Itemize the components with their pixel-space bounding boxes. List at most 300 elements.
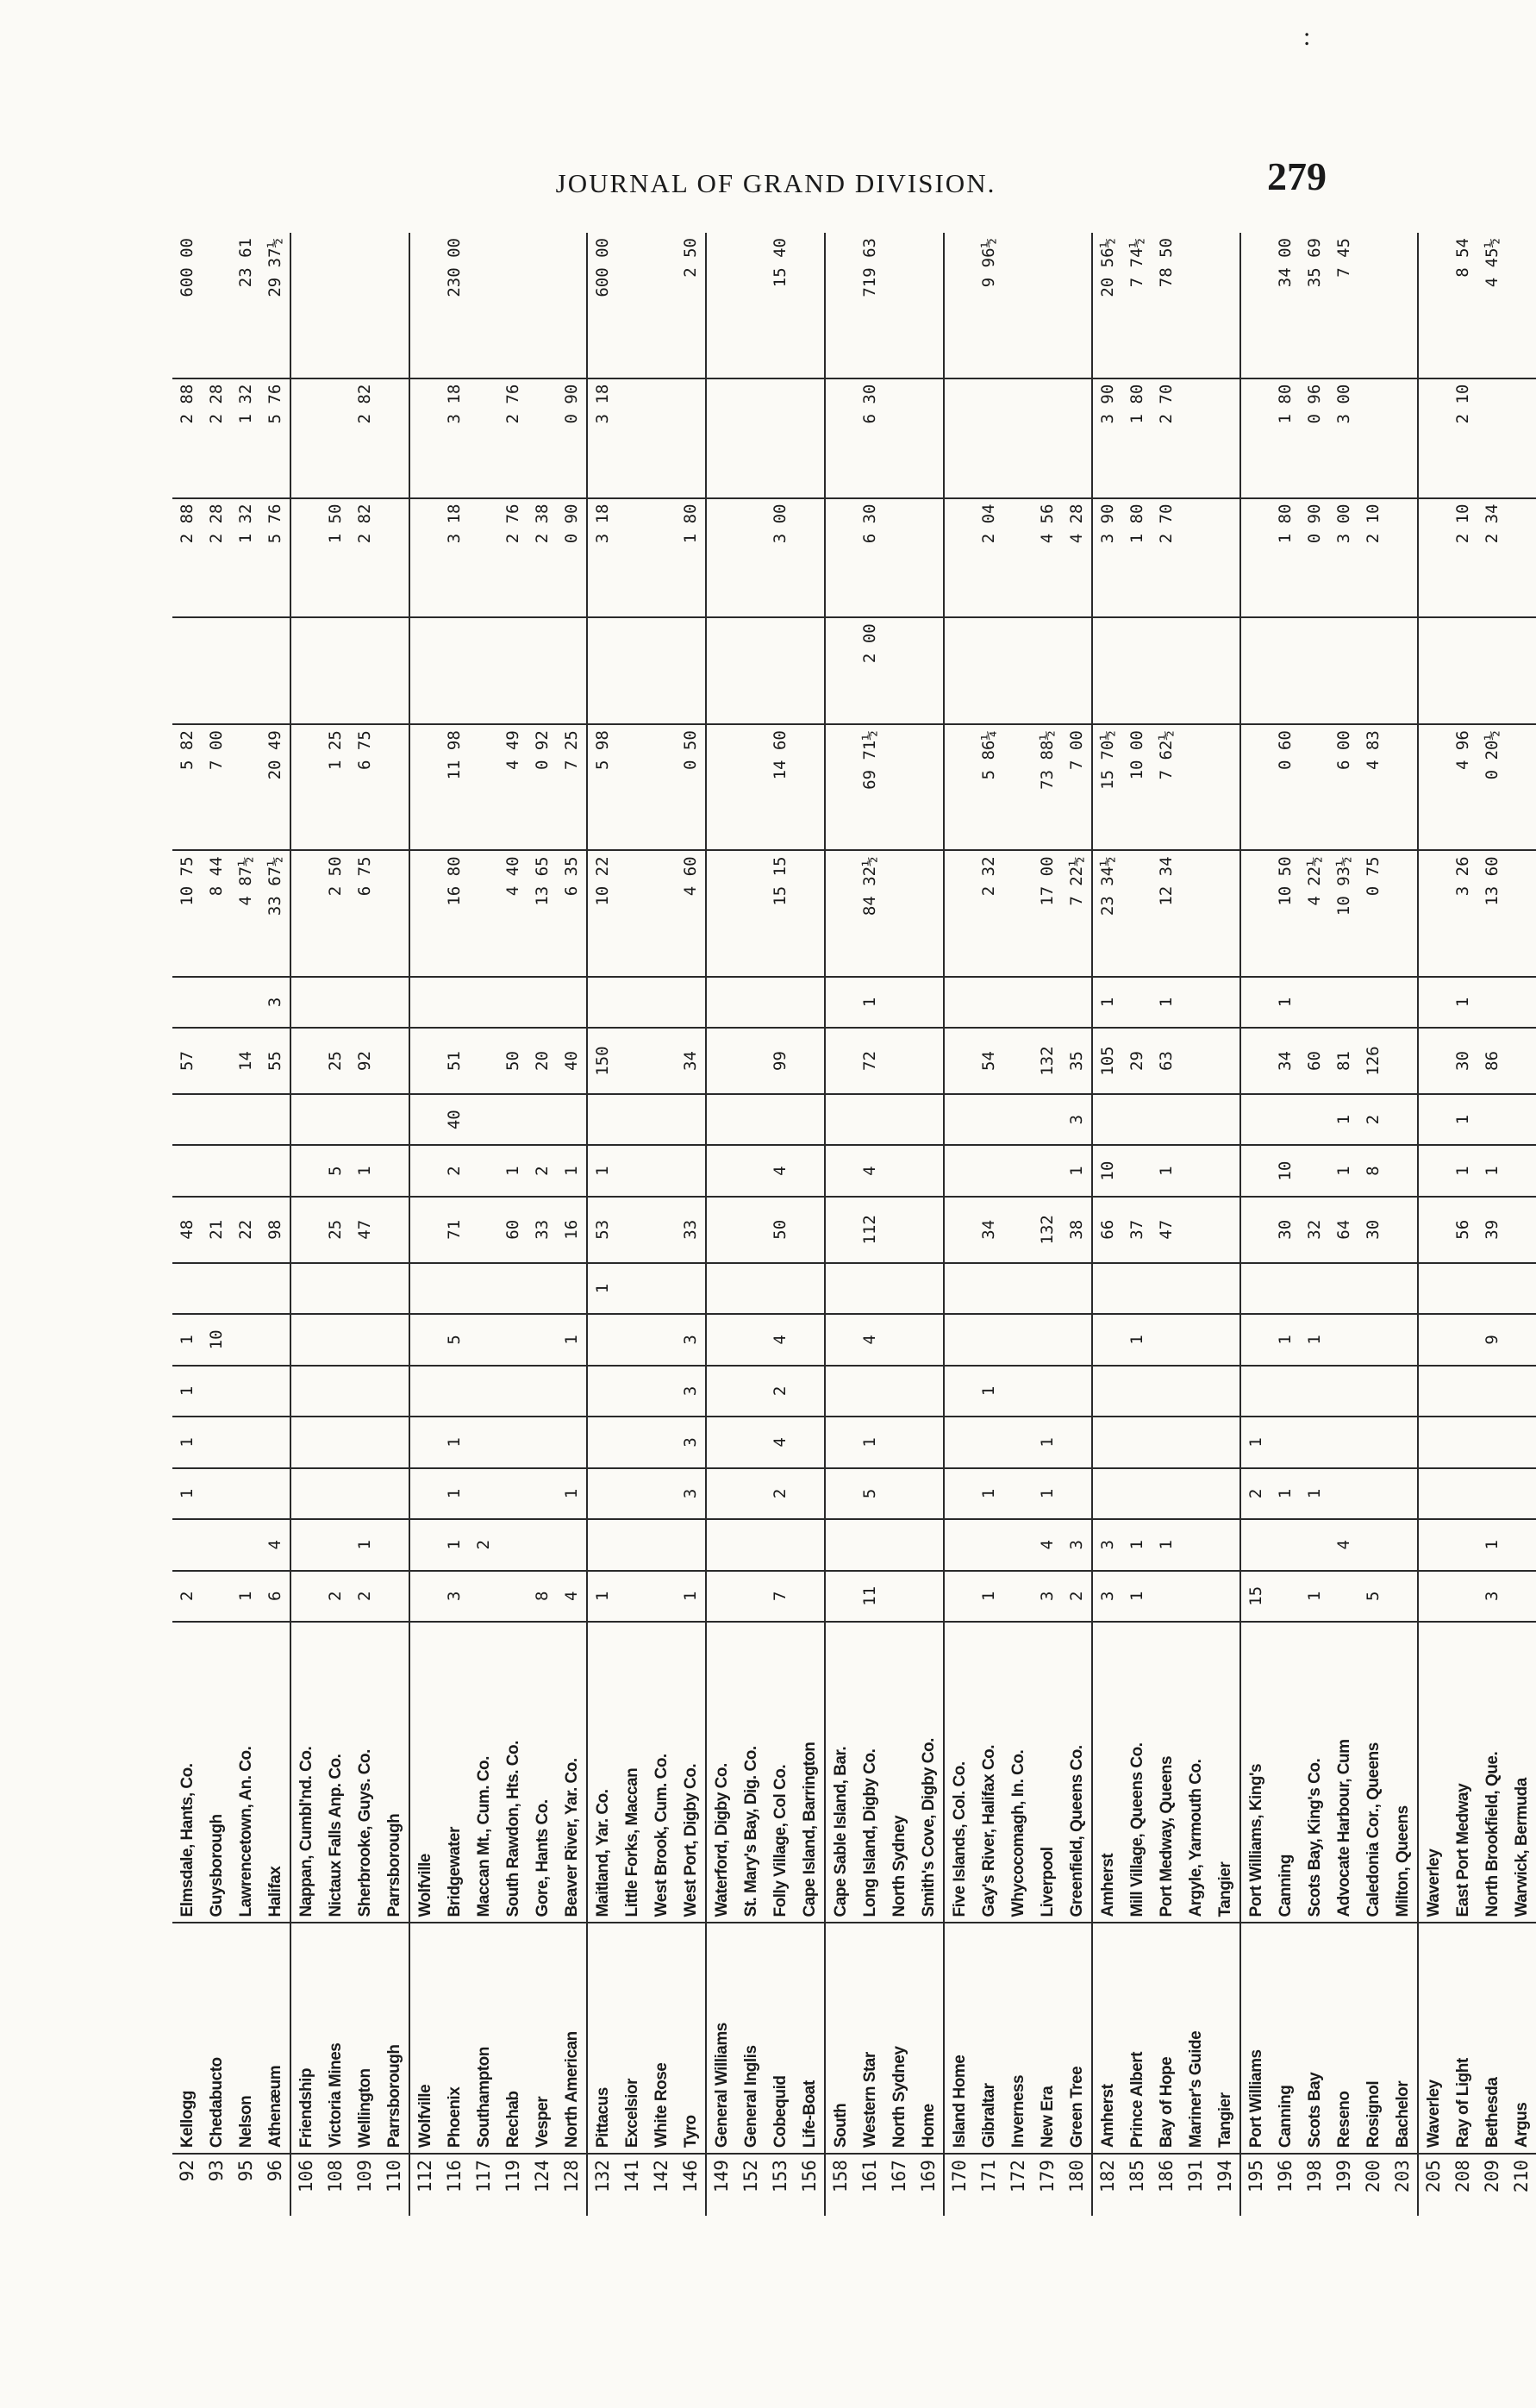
division-row <box>825 233 855 2216</box>
division-row <box>974 233 1003 2216</box>
count-cell: 22 <box>231 1197 260 1263</box>
amount-cell <box>1210 617 1240 724</box>
count-cell: 98 <box>260 1197 290 1263</box>
count-cell: 1 <box>1062 1145 1092 1196</box>
count-cell <box>974 1145 1003 1196</box>
division-name: Victoria Mines <box>321 1923 350 2154</box>
division-number: 180 <box>1062 2154 1092 2216</box>
amount-cell <box>974 378 1003 498</box>
amount-cell <box>409 498 440 618</box>
division-row <box>765 233 795 2216</box>
count-cell <box>1507 1571 1536 1622</box>
amount-cell <box>1388 617 1418 724</box>
count-cell: 3 <box>676 1468 706 1519</box>
amount-cell: 11 98 <box>440 724 469 850</box>
count-cell <box>231 1263 260 1314</box>
amount-cell <box>914 233 944 378</box>
amount-cell <box>469 724 498 850</box>
count-cell: 150 <box>587 1028 617 1094</box>
division-row <box>1448 233 1477 2216</box>
amount-cell <box>379 378 409 498</box>
count-cell <box>469 1571 498 1622</box>
amount-cell: 4 40 <box>498 850 528 976</box>
count-cell <box>914 1417 944 1467</box>
count-cell <box>1388 977 1418 1028</box>
division-number: 179 <box>1036 2160 1058 2193</box>
division-location: Warwick, Bermuda <box>1507 1622 1536 1923</box>
division-number: 203 <box>1388 2154 1418 2216</box>
count-cell: 2 <box>440 1145 469 1196</box>
count-cell <box>974 1314 1003 1365</box>
count-cell <box>528 977 557 1028</box>
count-cell <box>1507 1145 1536 1196</box>
count-cell: 3 <box>1092 1571 1122 1622</box>
count-cell: 1 <box>974 1366 1003 1417</box>
division-name: Parrsborough <box>379 1923 409 2154</box>
count-cell <box>646 1145 676 1196</box>
count-cell: 57 <box>172 1028 202 1094</box>
count-cell <box>587 1519 617 1570</box>
count-cell: 30 <box>1448 1028 1477 1094</box>
division-row <box>736 233 765 2216</box>
count-cell <box>706 1314 736 1365</box>
count-cell <box>1271 1519 1300 1570</box>
count-cell: 10 <box>202 1314 231 1365</box>
count-cell <box>617 1094 646 1145</box>
count-cell <box>528 1468 557 1519</box>
amount-cell: 0 20½ <box>1477 724 1507 850</box>
division-number: 196 <box>1274 2160 1296 2193</box>
amount-cell <box>706 233 736 378</box>
division-name: Southampton <box>469 1923 498 2154</box>
division-name: North American <box>557 1923 587 2154</box>
count-cell <box>646 1519 676 1570</box>
count-cell <box>825 1571 855 1622</box>
count-cell <box>260 1366 290 1417</box>
count-cell <box>1062 977 1092 1028</box>
division-name: Mariner's Guide <box>1181 1923 1210 2154</box>
amount-cell: 5 82 <box>172 724 202 850</box>
count-cell <box>202 1519 231 1570</box>
count-cell <box>440 1263 469 1314</box>
count-cell <box>1033 1366 1062 1417</box>
count-cell: 3 <box>440 1571 469 1622</box>
division-number: 167 <box>888 2160 909 2193</box>
division-row <box>321 233 350 2216</box>
count-cell <box>1181 1417 1210 1467</box>
count-cell <box>528 1314 557 1365</box>
count-cell <box>1388 1314 1418 1365</box>
count-cell <box>469 1145 498 1196</box>
division-number: 208 <box>1452 2160 1473 2193</box>
count-cell <box>1418 1571 1448 1622</box>
count-cell <box>1122 1366 1152 1417</box>
amount-cell: 230 00 <box>440 233 469 378</box>
count-cell: 1 <box>1448 1145 1477 1196</box>
count-cell: 2 <box>350 1571 379 1622</box>
division-location: Lawrencetown, An. Co. <box>231 1622 260 1923</box>
count-cell <box>202 1571 231 1622</box>
amount-cell <box>825 617 855 724</box>
count-cell <box>1003 1571 1033 1622</box>
count-cell <box>1240 1094 1271 1145</box>
division-name: Amherst <box>1092 1923 1122 2154</box>
count-cell <box>1358 1417 1388 1467</box>
count-cell <box>1477 1417 1507 1467</box>
amount-cell: 2 10 <box>1448 378 1477 498</box>
count-cell <box>914 1094 944 1145</box>
count-cell <box>321 1314 350 1365</box>
count-cell <box>1448 1519 1477 1570</box>
count-cell <box>914 1519 944 1570</box>
amount-cell <box>290 724 321 850</box>
count-cell <box>1448 1571 1477 1622</box>
amount-cell: 15 40 <box>765 233 795 378</box>
count-cell <box>1329 1366 1358 1417</box>
amount-cell: 2 88 <box>172 378 202 498</box>
count-cell <box>736 1197 765 1263</box>
division-name: Port Williams <box>1240 1923 1271 2154</box>
count-cell <box>290 1417 321 1467</box>
division-row <box>1329 233 1358 2216</box>
division-name: Prince Albert <box>1122 1923 1152 2154</box>
count-cell <box>1418 1197 1448 1263</box>
count-cell <box>172 1094 202 1145</box>
count-cell: 30 <box>1358 1197 1388 1263</box>
count-cell <box>1210 1094 1240 1145</box>
count-cell <box>1418 1468 1448 1519</box>
amount-cell <box>884 617 914 724</box>
division-number: 191 <box>1184 2160 1206 2193</box>
amount-cell <box>1418 850 1448 976</box>
amount-cell <box>290 498 321 618</box>
amount-cell <box>617 724 646 850</box>
count-cell: 4 <box>765 1145 795 1196</box>
count-cell: 1 <box>172 1468 202 1519</box>
count-cell <box>795 1314 825 1365</box>
count-cell: 56 <box>1448 1197 1477 1263</box>
count-cell: 1 <box>172 1314 202 1365</box>
division-number: 156 <box>795 2154 825 2216</box>
division-row <box>202 233 231 2216</box>
count-cell <box>202 1145 231 1196</box>
count-cell <box>1448 1366 1477 1417</box>
amount-cell <box>825 724 855 850</box>
count-cell: 39 <box>1477 1197 1507 1263</box>
division-name: Rechab <box>498 1923 528 2154</box>
count-cell: 3 <box>1477 1571 1507 1622</box>
amount-cell: 2 82 <box>350 498 379 618</box>
count-cell <box>1507 1468 1536 1519</box>
count-cell <box>409 1468 440 1519</box>
amount-cell <box>765 378 795 498</box>
count-cell <box>884 1094 914 1145</box>
amount-cell: 7 62½ <box>1152 724 1181 850</box>
corner-mark: : <box>1303 22 1309 51</box>
count-cell <box>1003 1314 1033 1365</box>
count-cell <box>1210 1366 1240 1417</box>
count-cell <box>617 1145 646 1196</box>
count-cell: 132 <box>1033 1028 1062 1094</box>
amount-cell: 6 75 <box>350 724 379 850</box>
count-cell <box>1448 1468 1477 1519</box>
count-cell: 34 <box>974 1197 1003 1263</box>
count-cell: 1 <box>974 1468 1003 1519</box>
division-location: Amherst <box>1092 1622 1122 1923</box>
division-number: 185 <box>1126 2160 1147 2193</box>
count-cell: 4 <box>1033 1519 1062 1570</box>
division-name: Tyro <box>676 1923 706 2154</box>
count-cell: 81 <box>1329 1028 1358 1094</box>
amount-cell: 20 56½ <box>1092 233 1122 378</box>
division-location: Canning <box>1271 1622 1300 1923</box>
amount-cell <box>1388 378 1418 498</box>
count-cell <box>944 1028 974 1094</box>
count-cell <box>855 1263 884 1314</box>
amount-cell <box>350 233 379 378</box>
count-cell <box>884 1571 914 1622</box>
count-cell: 47 <box>350 1197 379 1263</box>
amount-cell: 1 80 <box>1122 378 1152 498</box>
division-row <box>855 233 884 2216</box>
count-cell <box>409 1314 440 1365</box>
count-cell <box>409 1571 440 1622</box>
amount-cell: 4 22½ <box>1300 850 1329 976</box>
count-cell <box>1418 1314 1448 1365</box>
count-cell <box>587 1417 617 1467</box>
count-cell: 1 <box>1300 1314 1329 1365</box>
division-number: 169 <box>914 2154 944 2216</box>
count-cell <box>290 1468 321 1519</box>
amount-cell <box>1033 233 1062 378</box>
division-location: Mill Village, Queens Co. <box>1122 1622 1152 1923</box>
amount-cell <box>825 498 855 618</box>
count-cell <box>469 1468 498 1519</box>
count-cell <box>1388 1571 1418 1622</box>
count-cell <box>260 1314 290 1365</box>
count-cell <box>1329 1468 1358 1519</box>
count-cell <box>974 1417 1003 1467</box>
division-name: Reseno <box>1329 1923 1358 2154</box>
count-cell <box>944 1314 974 1365</box>
amount-cell <box>1062 378 1092 498</box>
amount-cell <box>944 850 974 976</box>
division-name: Argus <box>1507 1923 1536 2154</box>
count-cell <box>1181 1314 1210 1365</box>
count-cell: 1 <box>1329 1145 1358 1196</box>
amount-cell <box>1003 498 1033 618</box>
amount-cell <box>944 498 974 618</box>
amount-cell <box>1003 724 1033 850</box>
count-cell <box>617 1028 646 1094</box>
count-cell: 15 <box>1240 1571 1271 1622</box>
count-cell <box>469 1314 498 1365</box>
count-cell: 10 <box>1271 1145 1300 1196</box>
count-cell <box>1122 977 1152 1028</box>
amount-cell: 0 92 <box>528 724 557 850</box>
count-cell <box>1329 1417 1358 1467</box>
amount-cell <box>379 498 409 618</box>
amount-cell <box>795 724 825 850</box>
division-number: 116 <box>443 2160 465 2193</box>
count-cell <box>528 1366 557 1417</box>
amount-cell: 5 76 <box>260 378 290 498</box>
amount-cell <box>795 617 825 724</box>
division-location: Beaver River, Yar. Co. <box>557 1622 587 1923</box>
count-cell <box>1477 1094 1507 1145</box>
division-location: Greenfield, Queens Co. <box>1062 1622 1092 1923</box>
count-cell <box>321 977 350 1028</box>
count-cell <box>944 1571 974 1622</box>
amount-cell: 15 70½ <box>1092 724 1122 850</box>
count-cell <box>1358 1468 1388 1519</box>
division-name: General Williams <box>706 1923 736 2154</box>
count-cell <box>498 1263 528 1314</box>
amount-cell <box>617 850 646 976</box>
count-cell: 1 <box>498 1145 528 1196</box>
count-cell <box>1003 1028 1033 1094</box>
count-cell: 1 <box>172 1417 202 1467</box>
amount-cell: 6 75 <box>350 850 379 976</box>
count-cell <box>1507 1263 1536 1314</box>
count-cell <box>1003 1417 1033 1467</box>
count-cell <box>1003 1197 1033 1263</box>
amount-cell <box>1240 617 1271 724</box>
division-row <box>1003 233 1033 2216</box>
count-cell <box>1448 1314 1477 1365</box>
amount-cell <box>617 233 646 378</box>
amount-cell: 3 00 <box>1329 498 1358 618</box>
count-cell <box>1122 1417 1152 1467</box>
count-cell <box>1240 1366 1271 1417</box>
division-location: Maitland, Yar. Co. <box>587 1622 617 1923</box>
division-name: North Sydney <box>884 1923 914 2154</box>
count-cell <box>1388 1417 1418 1467</box>
count-cell <box>706 1094 736 1145</box>
count-cell <box>646 1417 676 1467</box>
count-cell <box>795 1366 825 1417</box>
division-number: 112 <box>414 2160 435 2193</box>
amount-cell <box>321 233 350 378</box>
amount-cell: 4 45½ <box>1477 233 1507 378</box>
division-name: Life-Boat <box>795 1923 825 2154</box>
count-cell <box>1181 1028 1210 1094</box>
division-number: 128 <box>557 2154 587 2216</box>
count-cell <box>944 1417 974 1467</box>
division-number: 195 <box>1245 2160 1266 2193</box>
division-number: 205 <box>1422 2160 1444 2193</box>
division-number: 93 <box>205 2160 227 2182</box>
count-cell <box>676 977 706 1028</box>
count-cell: 64 <box>1329 1197 1358 1263</box>
division-row <box>469 233 498 2216</box>
division-number: 161 <box>859 2160 880 2193</box>
count-cell <box>914 1571 944 1622</box>
count-cell: 38 <box>1062 1197 1092 1263</box>
count-cell: 1 <box>1300 1468 1329 1519</box>
count-cell <box>1388 1519 1418 1570</box>
count-cell <box>587 977 617 1028</box>
amount-cell <box>1210 498 1240 618</box>
count-cell: 51 <box>440 1028 469 1094</box>
amount-cell: 2 38 <box>528 498 557 618</box>
count-cell <box>202 1468 231 1519</box>
amount-cell <box>617 617 646 724</box>
amount-cell <box>914 498 944 618</box>
amount-cell <box>617 498 646 618</box>
amount-cell <box>379 617 409 724</box>
amount-cell: 4 56 <box>1033 498 1062 618</box>
count-cell <box>706 977 736 1028</box>
count-cell <box>498 1519 528 1570</box>
division-name: South <box>825 1923 855 2154</box>
amount-cell <box>557 233 587 378</box>
count-cell <box>528 1263 557 1314</box>
division-number: 194 <box>1210 2154 1240 2216</box>
amount-cell <box>646 233 676 378</box>
amount-cell <box>1210 850 1240 976</box>
amount-cell <box>1181 850 1210 976</box>
count-cell <box>557 1263 587 1314</box>
count-cell <box>1003 1366 1033 1417</box>
amount-cell <box>409 850 440 976</box>
division-row <box>379 233 409 2216</box>
division-row <box>440 233 469 2216</box>
count-cell: 20 <box>528 1028 557 1094</box>
count-cell <box>379 1519 409 1570</box>
count-cell <box>795 1145 825 1196</box>
count-cell <box>231 1314 260 1365</box>
count-cell: 2 <box>172 1571 202 1622</box>
count-cell <box>587 1314 617 1365</box>
count-cell <box>1210 1145 1240 1196</box>
count-cell: 71 <box>440 1197 469 1263</box>
amount-cell: 1 32 <box>231 498 260 618</box>
division-row <box>1062 233 1092 2216</box>
count-cell: 5 <box>855 1468 884 1519</box>
amount-cell <box>1507 724 1536 850</box>
amount-cell <box>944 378 974 498</box>
amount-cell: 0 90 <box>1300 498 1329 618</box>
count-cell <box>825 1314 855 1365</box>
count-cell <box>974 1519 1003 1570</box>
count-cell: 2 <box>469 1519 498 1570</box>
amount-cell <box>469 617 498 724</box>
division-number: 182 <box>1096 2160 1118 2193</box>
count-cell: 1 <box>1448 977 1477 1028</box>
amount-cell <box>290 850 321 976</box>
count-cell <box>290 1571 321 1622</box>
division-name: Waverley <box>1418 1923 1448 2154</box>
count-cell <box>440 1366 469 1417</box>
amount-cell <box>379 850 409 976</box>
amount-cell: 3 18 <box>587 498 617 618</box>
division-location: Waverley <box>1418 1622 1448 1923</box>
division-location: Caledonia Cor., Queens <box>1358 1622 1388 1923</box>
count-cell <box>202 1417 231 1467</box>
count-cell: 126 <box>1358 1028 1388 1094</box>
count-cell: 33 <box>676 1197 706 1263</box>
amount-cell: 3 26 <box>1448 850 1477 976</box>
count-cell <box>587 1366 617 1417</box>
amount-cell <box>1240 850 1271 976</box>
division-row <box>795 233 825 2216</box>
amount-cell: 2 28 <box>202 378 231 498</box>
division-number: 110 <box>379 2154 409 2216</box>
amount-cell <box>1181 498 1210 618</box>
count-cell <box>795 1519 825 1570</box>
count-cell: 4 <box>855 1314 884 1365</box>
